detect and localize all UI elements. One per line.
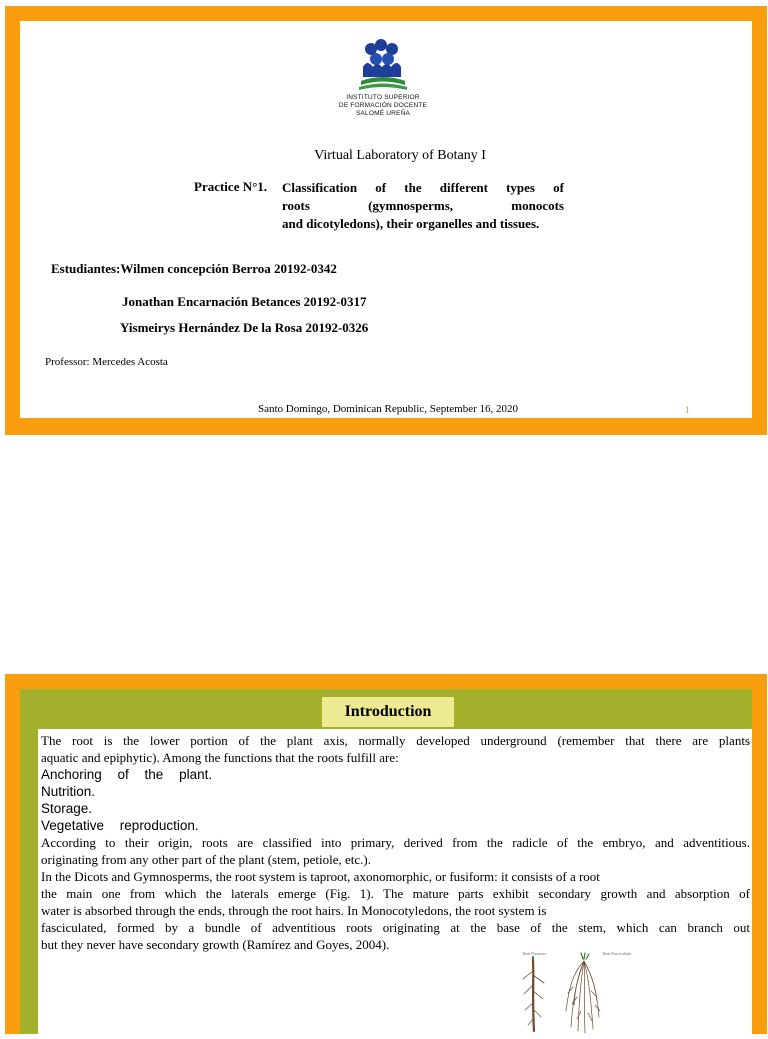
page-number: 1 bbox=[685, 405, 690, 415]
root-types-figure bbox=[511, 947, 653, 1034]
logo-emblem-icon bbox=[357, 37, 409, 95]
student-name: Yismeirys Hernández De la Rosa 20192-0326 bbox=[120, 320, 369, 335]
practice-label: Practice N°1. bbox=[194, 179, 268, 194]
institute-logo bbox=[327, 37, 439, 127]
paragraph-line: According to their origin, roots are classified into primary, derived from the radicle of the embryo, and adventitious. bbox=[41, 835, 750, 850]
paragraph-line: the main one from which the laterals emerge (Fig. 1). The mature parts exhibit secondary growth and absorption of bbox=[41, 886, 750, 901]
practice-line: Classification of the different types of bbox=[282, 180, 564, 195]
practice-title bbox=[282, 179, 564, 233]
paragraph-line: The root is the lower portion of the plant axis, normally developed underground (remember that there are plants bbox=[41, 733, 750, 748]
professor-name: Professor: Mercedes Acosta bbox=[45, 356, 168, 368]
root-illustration-icon bbox=[511, 947, 653, 1034]
introduction-text-box bbox=[38, 729, 752, 1034]
introduction-heading: Introduction bbox=[322, 697, 454, 727]
function-item: Nutrition. bbox=[41, 784, 96, 799]
function-item: Anchoring of the plant. bbox=[41, 767, 213, 782]
course-title: Virtual Laboratory of Botany I bbox=[314, 148, 486, 163]
title-slide bbox=[5, 6, 767, 435]
logo-line: INSTITUTO SUPERIOR bbox=[346, 94, 420, 101]
practice-line: roots (gymnosperms, monocots bbox=[282, 198, 564, 213]
logo-text bbox=[327, 94, 439, 118]
function-item: Storage. bbox=[41, 801, 93, 816]
title-slide-content bbox=[20, 21, 752, 418]
introduction-slide bbox=[5, 674, 767, 1034]
student-name: Wilmen concepción Berroa 20192-0342 bbox=[120, 261, 337, 276]
student-name: Jonathan Encarnación Betances 20192-0317 bbox=[122, 294, 367, 309]
logo-line: SALOMÉ UREÑA bbox=[355, 110, 411, 117]
figure-label: Raíz Fasciculada bbox=[603, 951, 631, 956]
paragraph-line: fasciculated, formed by a bundle of adventitious roots originating at the base of the stem, which can branch out bbox=[41, 920, 750, 935]
students-label-text: Estudiantes: bbox=[51, 261, 121, 276]
place-and-date: Santo Domingo, Dominican Republic, September 16, 2020 bbox=[258, 403, 518, 415]
logo-line: DE FORMACIÓN DOCENTE bbox=[338, 102, 428, 109]
paragraph-line: In the Dicots and Gymnosperms, the root system is taproot, axonomorphic, or fusiform: it consists of a root bbox=[41, 869, 600, 884]
students-label bbox=[51, 261, 337, 277]
paragraph-line: but they never have secondary growth (Ramírez and Goyes, 2004). bbox=[41, 937, 390, 952]
paragraph-line: originating from any other part of the plant (stem, petiole, etc.). bbox=[41, 852, 371, 867]
practice-line: and dicotyledons), their organelles and tissues. bbox=[282, 216, 540, 231]
function-item: Vegetative reproduction. bbox=[41, 818, 199, 833]
paragraph-line: aquatic and epiphytic). Among the functions that the roots fulfill are: bbox=[41, 750, 399, 765]
figure-label: Raíz Pivotante bbox=[523, 951, 547, 956]
paragraph-line: water is absorbed through the ends, through the root hairs. In Monocotyledons, the root system is bbox=[41, 903, 547, 918]
introduction-panel bbox=[20, 689, 752, 1034]
